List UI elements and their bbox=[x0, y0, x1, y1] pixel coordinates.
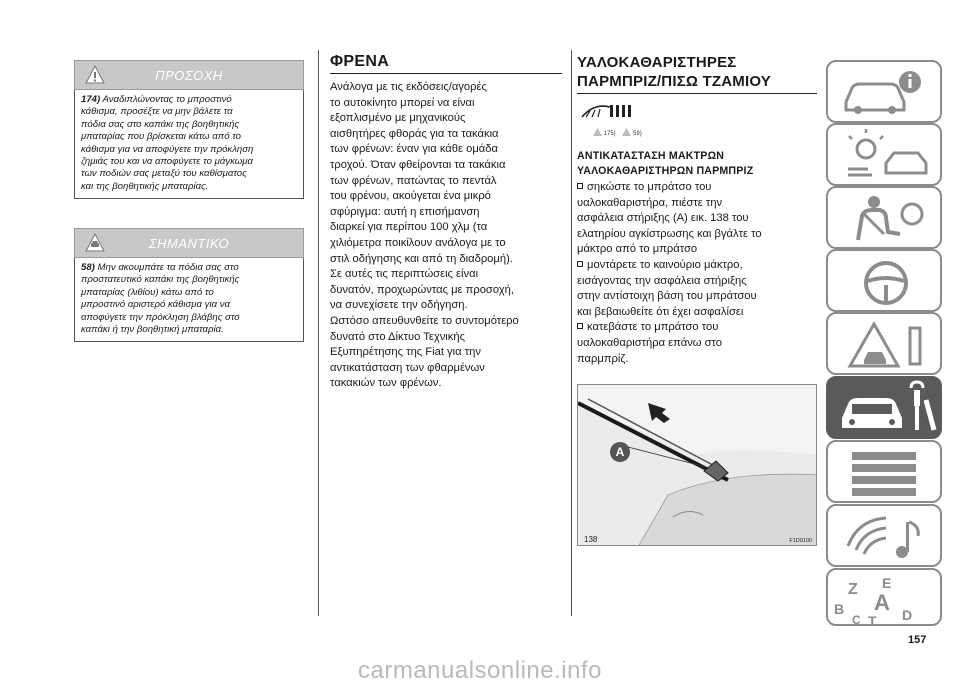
step-line: κατεβάστε το μπράτσο του bbox=[587, 321, 719, 334]
page-number: 157 bbox=[908, 634, 927, 646]
note-text-line: αποφύγετε την πρόκληση βλάβης στο bbox=[81, 311, 240, 323]
seatbelt-airbag-icon bbox=[828, 188, 944, 251]
multimedia-icon bbox=[828, 506, 944, 569]
body-line: Σε αυτές τις περιπτώσεις είναι bbox=[330, 268, 479, 281]
warning-icon bbox=[593, 128, 602, 136]
body-line: των φρένων: έναν για κάθε ομάδα bbox=[330, 143, 498, 156]
wipers-heading bbox=[577, 53, 771, 91]
warning-text-line: κάθισμα για να αποφύγετε την πρόκληση bbox=[81, 143, 254, 155]
body-line: στιλ οδήγησης και από τη διαδρομή). bbox=[330, 252, 513, 265]
body-line: Εξυπηρέτησης της Fiat για την bbox=[330, 346, 481, 359]
bullet-box bbox=[577, 323, 583, 329]
note-callout-body bbox=[74, 258, 304, 342]
index-letters-icon bbox=[828, 570, 944, 628]
wipers-heading-line: ΠΑΡΜΠΡΙΖ/ΠΙΣΩ ΤΖΑΜΙΟΥ bbox=[577, 73, 771, 90]
warning-text-line: κάθισμα, προσέξτε να μην βάλετε τα bbox=[81, 106, 233, 118]
body-line: να συνεχίσετε την οδήγηση. bbox=[330, 299, 468, 312]
note-text-line: καπάκι ή την βοηθητική μπαταρία. bbox=[81, 324, 224, 336]
tab-multimedia[interactable] bbox=[826, 504, 942, 567]
body-line: Ωστόσο απευθυνθείτε το συντομότερο bbox=[330, 314, 519, 327]
cross-references bbox=[593, 128, 642, 137]
brakes-heading: ΦΡΕΝΑ bbox=[330, 53, 390, 70]
step-line: ασφάλεια στήριξης (A) εικ. 138 του bbox=[577, 212, 749, 225]
tab-maintenance[interactable] bbox=[826, 376, 942, 439]
note-ref: 59) bbox=[633, 131, 642, 137]
steering-wheel-icon bbox=[828, 251, 944, 314]
note-callout-header bbox=[74, 228, 304, 258]
body-line: τροχού. Όταν φθείρονται τα τακάκια bbox=[330, 158, 506, 171]
step-line: υαλοκαθαριστήρα, πιέστε την bbox=[577, 196, 723, 209]
step-line: και βεβαιωθείτε ότι έχει ασφαλίσει bbox=[577, 305, 744, 318]
svg-text:E: E bbox=[882, 575, 892, 591]
watermark: carmanualsonline.info bbox=[358, 657, 602, 684]
bullet-box bbox=[577, 183, 583, 189]
tab-emergency[interactable] bbox=[826, 312, 942, 375]
body-line: χιλιόμετρα ποικίλουν ανάλογα με το bbox=[330, 236, 506, 249]
subheading-line: ΥΑΛΟΚΑΘΑΡΙΣΤΗΡΩΝ ΠΑΡΜΠΡΙΖ bbox=[577, 164, 754, 177]
warning-text-line: ζημιάς του και να αποφύγετε το μάγκωμα bbox=[81, 156, 254, 168]
dashboard-lights-icon bbox=[828, 125, 944, 188]
subheading-line: ΑΝΤΙΚΑΤΑΣΤΑΣΗ ΜΑΚΤΡΩΝ bbox=[577, 150, 725, 162]
note-ref-number: 58) bbox=[81, 262, 95, 273]
tab-car-info[interactable] bbox=[826, 60, 942, 123]
note-text-line: προστατευτικό καπάκι της βοηθητικής bbox=[81, 274, 240, 286]
warning-triangle-car-icon bbox=[828, 314, 944, 377]
step-line: σηκώστε το μπράτσο του bbox=[587, 181, 712, 193]
body-line: αισθητήρες φθοράς για τα τακάκια bbox=[330, 127, 499, 140]
car-maintenance-icon bbox=[828, 378, 944, 441]
heading-rule bbox=[577, 93, 817, 94]
step-line: παρμπρίζ. bbox=[577, 352, 629, 365]
column-divider bbox=[571, 50, 572, 616]
body-line: δυνατό στο Δίκτυο Τεχνικής bbox=[330, 330, 466, 343]
note-text-line: Μην ακουμπάτε τα πόδια σας στο bbox=[97, 262, 239, 273]
technical-data-icon bbox=[828, 442, 944, 505]
brakes-body bbox=[330, 80, 566, 392]
note-text-line: μπαταρίας (λιθίου) κάτω από το bbox=[81, 286, 214, 298]
step-line: ελατηρίου αγκίστρωσης και βγάλτε το bbox=[577, 227, 762, 240]
wiper-illustration bbox=[578, 385, 817, 546]
bullet-box bbox=[577, 261, 583, 267]
svg-text:B: B bbox=[834, 601, 845, 617]
car-info-icon bbox=[828, 62, 944, 125]
tab-technical-data[interactable] bbox=[826, 440, 942, 503]
body-line: τακακιών των φρένων. bbox=[330, 377, 442, 390]
svg-text:D: D bbox=[902, 607, 913, 623]
tab-index[interactable] bbox=[826, 568, 942, 626]
warning-callout-body bbox=[74, 90, 304, 199]
warning-text-line: και της βοηθητικής μπαταρίας. bbox=[81, 180, 209, 192]
wipers-heading-line: ΥΑΛΟΚΑΘΑΡΙΣΤΗΡΕΣ bbox=[577, 54, 737, 71]
wipers-subheading bbox=[577, 149, 753, 179]
body-line: διαρκεί για περίπου 100 χλμ (τα bbox=[330, 221, 488, 234]
column-divider bbox=[318, 50, 319, 616]
warning-ref-number: 174) bbox=[81, 94, 101, 105]
car-note-icon bbox=[622, 128, 631, 136]
figure-label-a: A bbox=[615, 445, 625, 459]
note-text-line: μπροστινό αριστερό κάθισμα για να bbox=[81, 299, 230, 311]
svg-text:T: T bbox=[868, 613, 877, 628]
svg-text:A: A bbox=[874, 590, 890, 615]
body-line: αντικατάσταση των φθαρμένων bbox=[330, 361, 485, 374]
body-line: σφύριγμα: αυτή η επισήμανση bbox=[330, 205, 480, 218]
heading-rule bbox=[330, 73, 562, 74]
wiper-figure bbox=[577, 384, 817, 546]
step-line: υαλοκαθαριστήρα επάνω στο bbox=[577, 336, 723, 349]
tab-safety[interactable] bbox=[826, 186, 942, 249]
warning-text-line: πόδια σας στο καπάκι της βοηθητικής bbox=[81, 118, 240, 130]
body-line: Ανάλογα με τις εκδόσεις/αγορές bbox=[330, 81, 487, 93]
note-callout-title: ΣΗΜΑΝΤΙΚΟ bbox=[148, 236, 230, 251]
step-line: στην αντίστοιχη βάση του μπράτσου bbox=[577, 290, 757, 303]
step-line: μοντάρετε το καινούριο μάκτρο, bbox=[587, 258, 743, 271]
tab-dashboard[interactable] bbox=[826, 123, 942, 186]
warning-text-line: μπαταρίας που βρίσκεται κάτω από το bbox=[81, 131, 241, 143]
svg-text:C: C bbox=[852, 613, 861, 627]
step-line: εισάγοντας την ασφάλεια στήριξης bbox=[577, 274, 747, 287]
warning-callout-title: ΠΡΟΣΟΧΗ bbox=[155, 68, 223, 83]
warning-callout-header bbox=[74, 60, 304, 90]
figure-code: F1D0100 bbox=[789, 538, 812, 544]
body-line: εξοπλισμένο με μηχανικούς bbox=[330, 112, 466, 125]
body-line: το αυτοκίνητο μπορεί να είναι bbox=[330, 96, 475, 109]
body-line: του φρένου, ακούγεται ένα μικρό bbox=[330, 190, 491, 203]
warning-ref: 175) bbox=[603, 131, 616, 137]
tab-starting-driving[interactable] bbox=[826, 249, 942, 312]
figure-caption: 138 bbox=[584, 535, 598, 544]
wipers-steps bbox=[577, 180, 819, 367]
body-line: δυνατόν, προχωρώντας με προσοχή, bbox=[330, 283, 514, 296]
step-line: μάκτρο από το μπράτσο bbox=[577, 243, 698, 256]
warning-text-line: Αναδιπλώνοντας το μπροστινό bbox=[102, 94, 232, 105]
body-line: των φρένων, πατώντας το πεντάλ bbox=[330, 174, 497, 187]
wiper-symbol-icon bbox=[580, 99, 636, 121]
warning-text-line: των ποδιών σας μεταξύ του καθίσματος bbox=[81, 168, 247, 180]
svg-text:Z: Z bbox=[848, 581, 858, 598]
